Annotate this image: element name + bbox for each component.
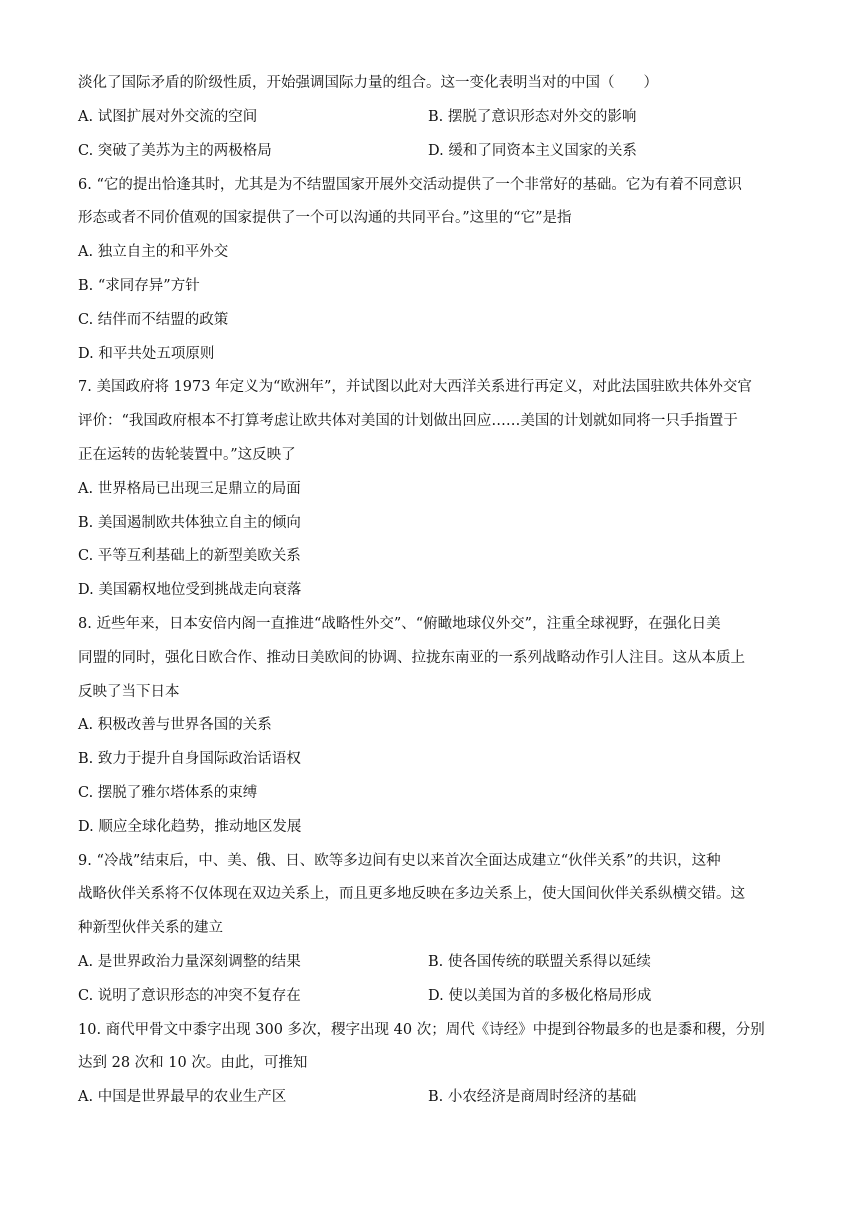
q5-option-a: A. 试图扩展对外交流的空间 — [78, 109, 258, 125]
q10-option-b: B. 小农经济是商周时经济的基础 — [428, 1089, 637, 1105]
question-8-stem-line-1: 8. 近些年来，日本安倍内阁一直推进“战略性外交”、“俯瞰地球仪外交”，注重全球视野，在强化日美 — [78, 616, 721, 632]
question-9-stem-line-1: 9. “冷战”结束后，中、美、俄、日、欧等多边间有史以来首次全面达成建立“伙伴关系”的共识，这种 — [78, 853, 721, 869]
question-7-stem-line-1: 7. 美国政府将 1973 年定义为“欧洲年”，并试图以此对大西洋关系进行再定义，对此法国驻欧共体外交官 — [78, 379, 752, 395]
q7-option-d: D. 美国霸权地位受到挑战走向衰落 — [78, 582, 302, 598]
question-6-stem-line-2: 形态或者不同价值观的国家提供了一个可以沟通的共同平台。”这里的“它”是指 — [78, 210, 572, 226]
q5-option-c: C. 突破了美苏为主的两极格局 — [78, 143, 272, 159]
question-9-stem-line-2: 战略伙伴关系将不仅体现在双边关系上，而且更多地反映在多边关系上，使大国间伙伴关系纵横交错。这 — [78, 886, 745, 902]
q8-option-a: A. 积极改善与世界各国的关系 — [78, 717, 272, 733]
q5-option-b: B. 摆脱了意识形态对外交的影响 — [428, 109, 637, 125]
question-10-stem-line-2: 达到 28 次和 10 次。由此，可推知 — [78, 1055, 308, 1071]
q7-option-c: C. 平等互利基础上的新型美欧关系 — [78, 548, 301, 564]
q8-option-b: B. 致力于提升自身国际政治话语权 — [78, 751, 301, 767]
q9-option-c: C. 说明了意识形态的冲突不复存在 — [78, 988, 301, 1004]
q9-option-b: B. 使各国传统的联盟关系得以延续 — [428, 954, 651, 970]
question-7-stem-line-2: 评价：“我国政府根本不打算考虑让欧共体对美国的计划做出回应……美国的计划就如同将一只手指置于 — [78, 413, 738, 429]
q9-option-d: D. 使以美国为首的多极化格局形成 — [428, 988, 652, 1004]
question-7-stem-line-3: 正在运转的齿轮装置中。”这反映了 — [78, 447, 296, 463]
question-9-stem-line-3: 种新型伙伴关系的建立 — [78, 920, 223, 936]
q7-option-b: B. 美国遏制欧共体独立自主的倾向 — [78, 515, 301, 531]
question-8-stem-line-3: 反映了当下日本 — [78, 684, 180, 700]
question-5-stem-tail: 淡化了国际矛盾的阶级性质，开始强调国际力量的组合。这一变化表明当对的中国（ ） — [78, 75, 658, 91]
question-8-stem-line-2: 同盟的同时，强化日欧合作、推动日美欧间的协调、拉拢东南亚的一系列战略动作引人注目。这从本质上 — [78, 650, 745, 666]
q6-option-a: A. 独立自主的和平外交 — [78, 244, 229, 260]
question-6-stem-line-1: 6. “它的提出恰逢其时，尤其是为不结盟国家开展外交活动提供了一个非常好的基础。它为有着不同意识 — [78, 177, 742, 193]
q7-option-a: A. 世界格局已出现三足鼎立的局面 — [78, 481, 301, 497]
q5-option-d: D. 缓和了同资本主义国家的关系 — [428, 143, 637, 159]
q10-option-a: A. 中国是世界最早的农业生产区 — [78, 1089, 287, 1105]
q6-option-d: D. 和平共处五项原则 — [78, 346, 215, 362]
q8-option-c: C. 摆脱了雅尔塔体系的束缚 — [78, 785, 258, 801]
q8-option-d: D. 顺应全球化趋势，推动地区发展 — [78, 819, 302, 835]
q6-option-b: B. “求同存异”方针 — [78, 278, 200, 294]
q9-option-a: A. 是世界政治力量深刻调整的结果 — [78, 954, 301, 970]
question-10-stem-line-1: 10. 商代甲骨文中黍字出现 300 多次，稷字出现 40 次；周代《诗经》中提到谷物最多的也是黍和稷，分别 — [78, 1022, 765, 1038]
q6-option-c: C. 结伴而不结盟的政策 — [78, 312, 229, 328]
